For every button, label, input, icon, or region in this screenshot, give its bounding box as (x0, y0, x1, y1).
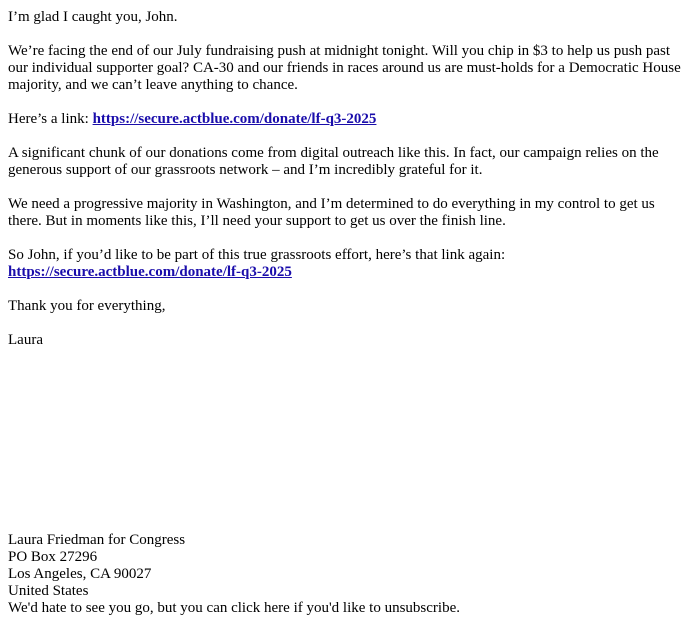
greeting: I’m glad I caught you, John. (8, 9, 178, 25)
unsubscribe-link[interactable]: We'd hate to see you go, but you can click here if you'd like to unsubscribe. (8, 600, 460, 616)
donate-link-again[interactable]: https://secure.actblue.com/donate/lf-q3-2025 (8, 264, 292, 280)
footer-org: Laura Friedman for Congress (8, 532, 186, 548)
link-again-intro: So John, if you’d like to be part of this true grassroots effort, here’s that link again: (8, 247, 506, 263)
paragraph-link (8, 111, 690, 128)
email-body (8, 9, 690, 366)
paragraph-fundraising-push: We’re facing the end of our July fundraising push at midnight tonight. Will you chip in $3 to help us push past our individual supporter goal? CA-30 and our friends in races around us are must-holds for a Democratic House majority, and we can’t leave anything to chance. (8, 43, 681, 93)
donate-link[interactable]: https://secure.actblue.com/donate/lf-q3-2025 (92, 111, 377, 127)
link-intro: Here’s a link: (8, 111, 93, 127)
signature: Laura (8, 332, 43, 348)
footer-country: United States (8, 583, 89, 599)
footer-po-box: PO Box 27296 (8, 549, 98, 565)
paragraph-digital-outreach: A significant chunk of our donations come from digital outreach like this. In fact, our campaign relies on the generous support of our grassroots network – and I’m incredibly grateful for it. (8, 145, 659, 178)
footer-city: Los Angeles, CA 90027 (8, 566, 152, 582)
paragraph-progressive-majority: We need a progressive majority in Washington, and I’m determined to do everything in my control to get us there. But in moments like this, I’ll need your support to get us over the finish line. (8, 196, 655, 229)
closing: Thank you for everything, (8, 298, 166, 314)
footer (8, 532, 690, 617)
paragraph-link-again (8, 247, 690, 281)
